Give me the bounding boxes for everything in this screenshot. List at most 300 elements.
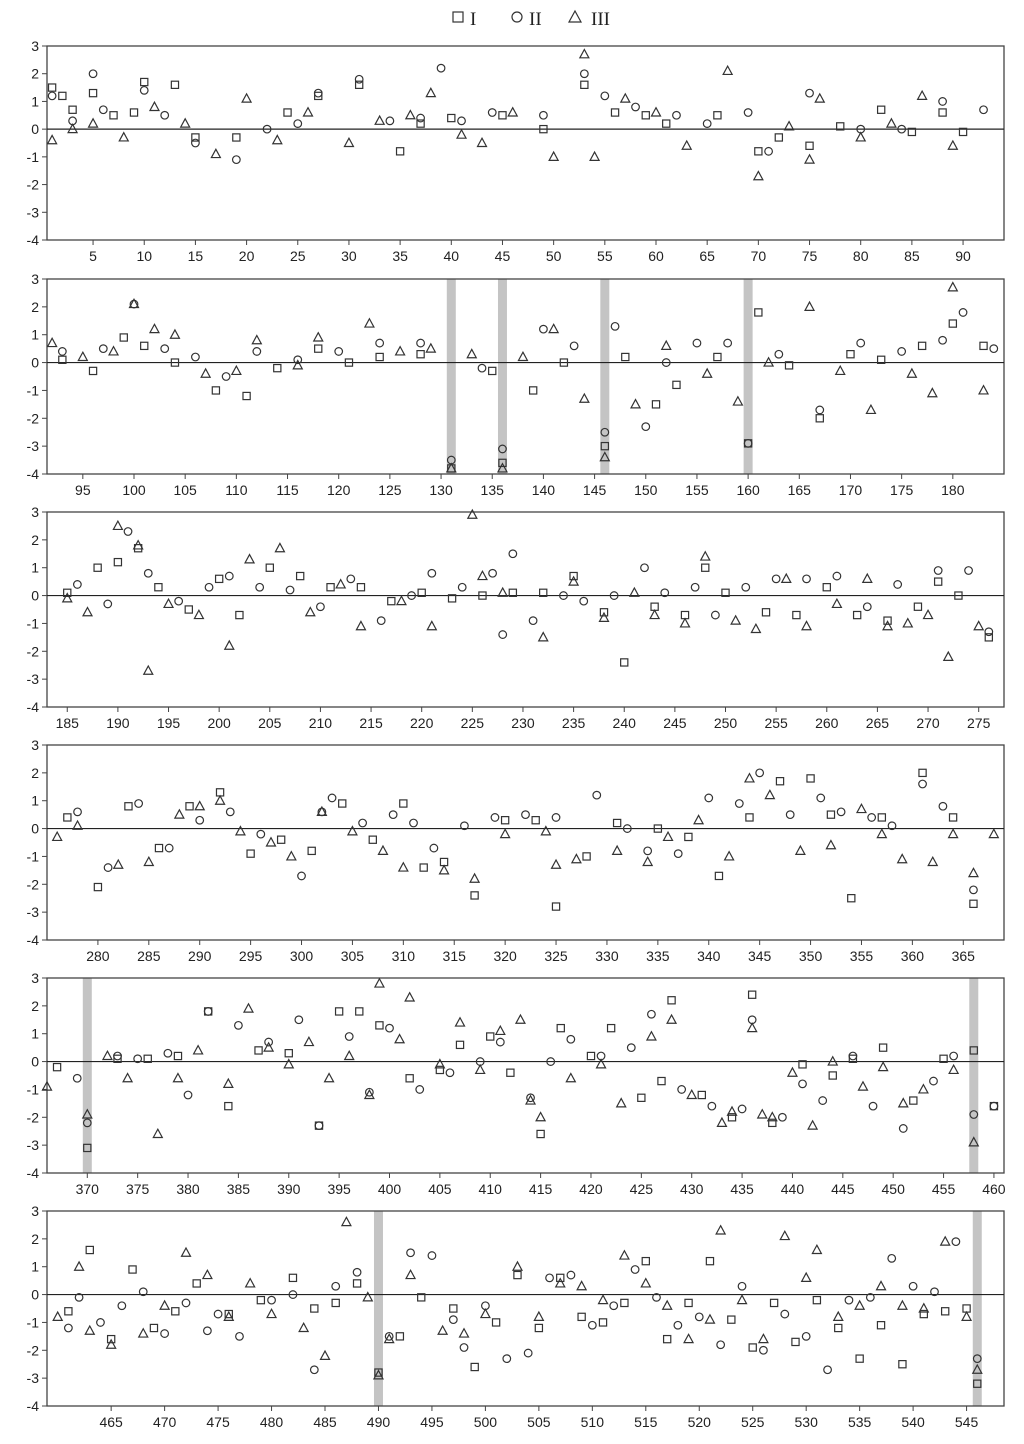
point-III	[928, 388, 937, 396]
point-III	[620, 1251, 629, 1259]
point-I	[243, 392, 250, 399]
point-III	[396, 347, 405, 355]
point-III	[805, 155, 814, 163]
x-tick-label: 155	[685, 482, 709, 498]
point-II	[899, 1125, 907, 1133]
point-III	[267, 1309, 276, 1317]
x-tick-label: 365	[951, 948, 975, 964]
y-tick-label: -4	[26, 1398, 39, 1414]
point-II	[491, 814, 499, 822]
x-tick-label: 160	[736, 482, 760, 498]
series-III	[43, 979, 979, 1146]
y-tick-label: -1	[26, 148, 39, 165]
x-tick-label: 95	[75, 482, 91, 498]
y-tick-label: 3	[31, 970, 39, 986]
point-II	[806, 89, 814, 97]
point-III	[325, 1073, 334, 1081]
point-III	[508, 108, 517, 116]
x-tick-label: 505	[527, 1414, 551, 1430]
point-II	[328, 794, 336, 802]
point-III	[907, 369, 916, 377]
y-tick-label: 2	[31, 298, 39, 315]
point-II	[430, 844, 438, 852]
point-II	[985, 628, 993, 636]
y-tick-label: 3	[31, 38, 39, 54]
point-III	[139, 1329, 148, 1337]
point-III	[758, 1110, 767, 1118]
point-II	[552, 814, 560, 822]
point-I	[714, 112, 721, 119]
point-II	[648, 1010, 656, 1018]
point-II	[705, 794, 713, 802]
plot-frame	[47, 46, 1004, 240]
x-tick-label: 440	[780, 1181, 805, 1197]
point-I	[94, 564, 101, 571]
point-III	[541, 827, 550, 835]
point-II	[175, 597, 183, 605]
point-II	[355, 75, 363, 83]
point-I	[776, 778, 783, 785]
x-tick-label: 25	[289, 248, 306, 264]
x-tick-label: 460	[982, 1181, 1006, 1197]
y-tick-label: 0	[31, 587, 39, 604]
point-III	[201, 369, 210, 377]
x-tick-label: 525	[741, 1414, 765, 1430]
plot-frame	[47, 279, 1004, 474]
point-I	[49, 84, 56, 91]
point-I	[685, 1299, 692, 1306]
point-III	[580, 50, 589, 58]
point-I	[583, 853, 590, 860]
point-II	[632, 103, 640, 111]
y-tick-label: 0	[31, 354, 39, 371]
point-II	[353, 1268, 361, 1276]
y-tick-label: 1	[31, 93, 39, 110]
point-II	[509, 550, 517, 558]
point-I	[114, 559, 121, 566]
point-III	[75, 1262, 84, 1270]
point-II	[104, 864, 112, 872]
point-II	[460, 1344, 468, 1352]
series-II	[74, 528, 993, 639]
point-III	[123, 1073, 132, 1081]
point-III	[345, 1051, 354, 1059]
point-II	[488, 109, 496, 117]
point-I	[919, 342, 926, 349]
point-III	[236, 827, 245, 835]
point-III	[397, 596, 406, 604]
series-III	[63, 510, 983, 674]
point-I	[489, 367, 496, 374]
point-III	[273, 135, 282, 143]
point-III	[682, 141, 691, 149]
point-II	[833, 572, 841, 580]
point-I	[614, 819, 621, 826]
point-I	[120, 334, 127, 341]
y-tick-label: 0	[31, 1053, 39, 1070]
x-tick-label: 330	[595, 948, 619, 964]
point-II	[386, 1024, 394, 1032]
point-I	[507, 1069, 514, 1076]
y-tick-label: 0	[31, 1286, 39, 1303]
x-tick-label: 260	[815, 715, 839, 731]
point-II	[540, 325, 548, 333]
x-tick-label: 200	[207, 715, 231, 731]
point-III	[518, 352, 527, 360]
point-II	[315, 1122, 323, 1130]
series-I	[59, 309, 987, 472]
point-II	[898, 348, 906, 356]
point-I	[172, 1308, 179, 1315]
x-tick-label: 55	[597, 248, 613, 264]
point-II	[695, 1313, 703, 1321]
point-II	[965, 567, 973, 575]
point-II	[182, 1299, 190, 1307]
point-III	[181, 119, 190, 127]
point-I	[854, 611, 861, 618]
point-I	[914, 603, 921, 610]
point-III	[304, 1037, 313, 1045]
point-II	[888, 1255, 896, 1263]
point-I	[827, 811, 834, 818]
point-II	[990, 1102, 998, 1110]
point-I	[141, 78, 148, 85]
point-III	[903, 619, 912, 627]
point-III	[534, 1312, 543, 1320]
point-II	[772, 575, 780, 583]
point-II	[450, 1316, 458, 1324]
y-tick-label: -4	[26, 232, 39, 248]
point-II	[849, 1052, 857, 1060]
point-III	[716, 1226, 725, 1234]
point-II	[817, 794, 825, 802]
point-I	[450, 1305, 457, 1312]
point-I	[356, 1008, 363, 1015]
point-III	[456, 1018, 465, 1026]
x-tick-label: 255	[764, 715, 788, 731]
point-I	[69, 106, 76, 113]
point-I	[652, 401, 659, 408]
point-III	[705, 1315, 714, 1323]
y-tick-label: -2	[26, 410, 39, 427]
point-I	[949, 814, 956, 821]
point-I	[673, 381, 680, 388]
point-III	[513, 1262, 522, 1270]
y-tick-label: -2	[26, 176, 39, 193]
point-I	[806, 142, 813, 149]
point-I	[949, 320, 956, 327]
point-II	[226, 808, 234, 816]
point-III	[211, 149, 220, 157]
panel-5	[27, 970, 1006, 1197]
point-III	[405, 993, 414, 1001]
series-II	[74, 769, 978, 894]
x-tick-label: 40	[443, 248, 460, 264]
point-I	[793, 611, 800, 618]
point-II	[744, 109, 752, 117]
point-I	[749, 991, 756, 998]
point-III	[275, 543, 284, 551]
point-III	[356, 621, 365, 629]
point-III	[246, 1279, 255, 1287]
point-II	[253, 348, 261, 356]
point-III	[440, 866, 449, 874]
y-tick-label: -2	[26, 1342, 39, 1359]
point-II	[257, 830, 265, 838]
y-tick-label: -4	[26, 1165, 39, 1181]
point-III	[232, 366, 241, 374]
point-II	[478, 364, 486, 372]
point-I	[792, 1338, 799, 1345]
legend	[453, 9, 610, 30]
point-II	[781, 1310, 789, 1318]
point-II	[446, 1069, 454, 1077]
point-III	[944, 652, 953, 660]
point-I	[247, 850, 254, 857]
point-III	[68, 124, 77, 132]
y-tick-label: 2	[31, 531, 39, 548]
x-tick-label: 115	[276, 482, 299, 498]
point-III	[175, 810, 184, 818]
x-tick-label: 520	[687, 1414, 711, 1430]
x-tick-label: 325	[544, 948, 568, 964]
point-III	[701, 552, 710, 560]
point-III	[802, 621, 811, 629]
y-tick-label: 2	[31, 997, 39, 1014]
point-III	[918, 91, 927, 99]
point-III	[306, 607, 315, 615]
point-I	[919, 769, 926, 776]
x-tick-label: 140	[531, 482, 556, 498]
x-tick-label: 320	[493, 948, 517, 964]
y-tick-label: -3	[26, 1370, 39, 1387]
point-II	[345, 1033, 353, 1041]
point-I	[668, 997, 675, 1004]
point-III	[643, 857, 652, 865]
point-II	[428, 1252, 436, 1260]
point-I	[847, 351, 854, 358]
point-II	[314, 89, 322, 97]
point-II	[140, 87, 148, 95]
point-III	[948, 283, 957, 291]
point-I	[698, 1091, 705, 1098]
point-III	[314, 333, 323, 341]
y-tick-label: 1	[31, 792, 39, 809]
point-III	[687, 1090, 696, 1098]
point-II	[765, 148, 773, 156]
y-tick-label: -3	[26, 671, 39, 688]
point-III	[969, 868, 978, 876]
x-tick-label: 30	[341, 248, 357, 264]
point-II	[980, 106, 988, 114]
point-II	[114, 1052, 122, 1060]
y-tick-label: -3	[26, 204, 39, 221]
point-II	[845, 1296, 853, 1304]
point-III	[796, 846, 805, 854]
plot-frame	[47, 745, 1004, 940]
x-tick-label: 465	[99, 1414, 123, 1430]
point-I	[532, 817, 539, 824]
point-II	[74, 581, 82, 589]
y-tick-label: 3	[31, 271, 39, 287]
point-III	[832, 599, 841, 607]
point-III	[962, 1312, 971, 1320]
x-tick-label: 490	[366, 1414, 391, 1430]
point-I	[880, 1044, 887, 1051]
x-tick-label: 485	[313, 1414, 337, 1430]
x-tick-label: 145	[582, 482, 607, 498]
point-III	[53, 1312, 62, 1320]
point-I	[835, 1324, 842, 1331]
point-II	[497, 1038, 505, 1046]
point-II	[799, 1080, 807, 1088]
point-II	[819, 1097, 827, 1105]
point-III	[549, 152, 558, 160]
x-tick-label: 220	[410, 715, 434, 731]
point-I	[471, 1363, 478, 1370]
point-III	[284, 1060, 293, 1068]
point-III	[89, 119, 98, 127]
x-tick-label: 415	[528, 1181, 553, 1197]
legend-marker-I	[453, 12, 463, 22]
point-III	[834, 1312, 843, 1320]
point-I	[327, 584, 334, 591]
point-II	[524, 1349, 532, 1357]
x-tick-label: 60	[648, 248, 664, 264]
point-II	[894, 581, 902, 589]
point-III	[641, 1279, 650, 1287]
point-II	[631, 1266, 639, 1274]
point-III	[78, 352, 87, 360]
point-I	[755, 309, 762, 316]
x-tick-label: 350	[798, 948, 823, 964]
point-II	[135, 800, 143, 808]
point-I	[608, 1025, 615, 1032]
point-III	[879, 1062, 888, 1070]
point-III	[738, 1295, 747, 1303]
y-tick-label: -4	[26, 699, 39, 715]
point-II	[678, 1086, 686, 1094]
point-III	[496, 1026, 505, 1034]
point-II	[416, 1086, 424, 1094]
x-tick-label: 380	[176, 1181, 200, 1197]
legend-marker-II	[512, 12, 522, 22]
series-I	[49, 78, 967, 154]
point-I	[388, 598, 395, 605]
x-tick-label: 445	[831, 1181, 855, 1197]
point-II	[417, 114, 425, 122]
point-II	[298, 872, 306, 880]
point-II	[268, 1296, 276, 1304]
point-III	[898, 854, 907, 862]
x-tick-label: 105	[173, 482, 197, 498]
point-III	[549, 324, 558, 332]
point-III	[225, 641, 234, 649]
legend-label-III: III	[591, 9, 610, 30]
y-tick-label: -1	[26, 1081, 39, 1098]
point-III	[731, 616, 740, 624]
point-I	[285, 1050, 292, 1057]
point-II	[74, 808, 82, 816]
point-I	[856, 1355, 863, 1362]
x-tick-label: 385	[226, 1181, 251, 1197]
x-tick-label: 5	[89, 248, 97, 264]
point-III	[805, 302, 814, 310]
point-II	[990, 345, 998, 353]
point-I	[578, 1313, 585, 1320]
point-I	[376, 353, 383, 360]
point-III	[613, 846, 622, 854]
y-tick-label: -1	[26, 615, 39, 632]
point-III	[539, 633, 548, 641]
point-III	[266, 838, 275, 846]
x-tick-label: 170	[838, 482, 863, 498]
point-III	[460, 1329, 469, 1337]
point-II	[857, 339, 865, 347]
point-I	[557, 1025, 564, 1032]
point-III	[664, 832, 673, 840]
x-tick-label: 315	[442, 948, 466, 964]
point-III	[855, 1301, 864, 1309]
x-tick-label: 345	[747, 948, 772, 964]
point-III	[826, 840, 835, 848]
point-I	[942, 1308, 949, 1315]
point-II	[803, 575, 811, 583]
point-III	[53, 832, 62, 840]
point-I	[621, 1299, 628, 1306]
series-III	[53, 1217, 982, 1379]
x-tick-label: 120	[327, 482, 351, 498]
x-tick-label: 540	[901, 1414, 925, 1430]
point-II	[192, 353, 200, 361]
x-tick-label: 400	[377, 1181, 402, 1197]
point-III	[395, 1034, 404, 1042]
point-I	[266, 564, 273, 571]
x-tick-label: 370	[75, 1181, 99, 1197]
point-I	[397, 148, 404, 155]
x-tick-label: 250	[713, 715, 738, 731]
point-I	[174, 1052, 181, 1059]
point-I	[297, 572, 304, 579]
point-I	[141, 342, 148, 349]
point-III	[949, 1065, 958, 1073]
y-tick-label: 0	[31, 121, 39, 138]
point-I	[456, 1041, 463, 1048]
panel-3	[27, 504, 1004, 731]
x-tick-label: 545	[954, 1414, 979, 1430]
point-II	[567, 1035, 575, 1043]
point-III	[919, 1085, 928, 1093]
point-I	[155, 584, 162, 591]
point-III	[426, 88, 435, 96]
point-III	[887, 119, 896, 127]
x-tick-label: 335	[646, 948, 670, 964]
point-III	[299, 1323, 308, 1331]
point-II	[919, 780, 927, 788]
point-III	[856, 133, 865, 141]
x-tick-label: 500	[473, 1414, 498, 1430]
point-I	[376, 1022, 383, 1029]
point-III	[48, 338, 57, 346]
x-tick-label: 205	[258, 715, 282, 731]
point-I	[658, 1077, 665, 1084]
point-III	[85, 1326, 94, 1334]
point-I	[755, 148, 762, 155]
point-II	[779, 1113, 787, 1121]
point-I	[155, 844, 162, 851]
point-II	[225, 572, 233, 580]
point-III	[478, 138, 487, 146]
